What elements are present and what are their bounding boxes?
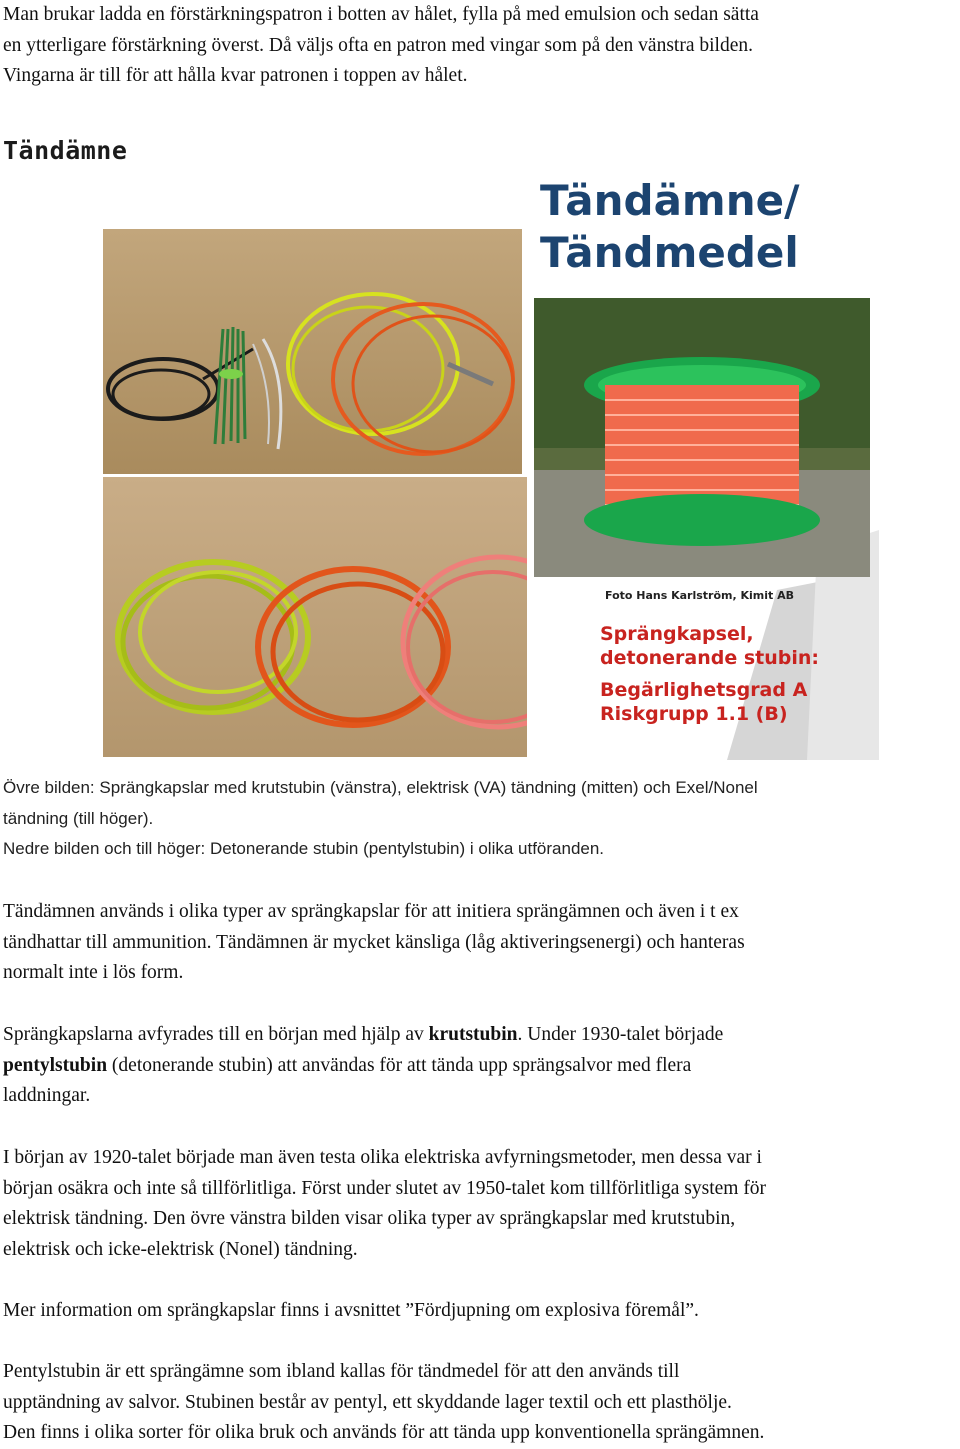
p1-line-2: tändhattar till ammunition. Tändämnen är mycket känsliga (låg aktiveringsenergi) och hanteras — [3, 931, 745, 953]
paragraph-1 — [3, 897, 958, 989]
poster-title — [540, 175, 860, 279]
p2-line-1 — [3, 1020, 958, 1051]
p5-line-2: upptändning av salvor. Stubinen består av pentyl, ett skyddande lager textil och ett plasthölje. — [3, 1391, 732, 1413]
intro-line-1: Man brukar ladda en förstärkningspatron i botten av hålet, fylla på med emulsion och sedan sätta — [3, 4, 759, 25]
image-caption — [3, 773, 958, 865]
p4-line-1: Mer information om sprängkapslar finns i avsnittet ”Fördjupning om explosiva föremål”. — [3, 1300, 699, 1321]
poster-classification — [600, 622, 819, 726]
section-heading: Tändämne — [3, 136, 128, 165]
caption-line-1: Övre bilden: Sprängkapslar med krutstubin (vänstra), elektrisk (VA) tändning (mitten) och Exel/Nonel — [3, 778, 758, 797]
paragraph-4 — [3, 1296, 958, 1327]
p1-line-3: normalt inte i lös form. — [3, 962, 184, 983]
p2-pre: Sprängkapslarna avfyrades till en början med hjälp av — [3, 1024, 429, 1045]
p2-post: (detonerande stubin) att användas för att tända upp sprängsalvor med flera — [107, 1054, 692, 1076]
p5-line-3: Den finns i olika sorter för olika bruk och används för att tända upp konventionella sprängämnen. — [3, 1422, 765, 1443]
p3-line-1: I början av 1920-talet började man även testa olika elektriska avfyrningsmetoder, men dessa var i — [3, 1147, 762, 1168]
detonators-photo-graphic — [103, 229, 522, 474]
intro-paragraph — [3, 0, 958, 92]
poster-title-line-1: Tändämne/ — [540, 176, 800, 225]
poster-red-line-2: detonerande stubin: — [600, 647, 820, 669]
p2-bold-krutstubin: krutstubin — [428, 1024, 518, 1045]
paragraph-2 — [3, 1020, 958, 1112]
p3-line-3: elektrisk tändning. Den övre vänstra bilden visar olika typer av sprängkapslar med krutstubin, — [3, 1208, 736, 1229]
poster-red-line-4: Riskgrupp 1.1 (B) — [600, 703, 788, 725]
p2-bold-pentylstubin: pentylstubin — [3, 1054, 108, 1076]
poster-red-line-1: Sprängkapsel, — [600, 623, 754, 645]
p5-line-1: Pentylstubin är ett sprängämne som ibland kallas för tändmedel för att den används till — [3, 1361, 680, 1382]
p3-line-4: elektrisk och icke-elektrisk (Nonel) tändning. — [3, 1238, 358, 1260]
p2-line-3: laddningar. — [3, 1085, 91, 1106]
p3-line-2: början osäkra och inte så tillförlitliga. Först under slutet av 1950-talet kom tillförlitliga system för — [3, 1177, 767, 1199]
caption-line-3: Nedre bilden och till höger: Detonerande stubin (pentylstubin) i olika utföranden. — [3, 839, 605, 858]
p1-line-1: Tändämnen används i olika typer av sprängkapslar för att initiera sprängämnen och även i t ex — [3, 901, 739, 922]
p2-mid: . Under 1930-talet började — [517, 1024, 724, 1045]
intro-line-3: Vingarna är till för att hålla kvar patronen i toppen av hålet. — [3, 65, 468, 86]
poster-title-line-2: Tändmedel — [540, 228, 799, 277]
intro-line-2: en ytterligare förstärkning överst. Då väljs ofta en patron med vingar som på den vänstra bilden. — [3, 34, 753, 56]
paragraph-5 — [3, 1357, 958, 1449]
p2-line-2 — [3, 1051, 958, 1082]
caption-line-2: tändning (till höger). — [3, 808, 154, 828]
paragraph-3 — [3, 1143, 958, 1265]
poster-red-line-3: Begärlighetsgrad A — [600, 679, 808, 701]
poster-credit: Foto Hans Karlström, Kimit AB — [605, 589, 795, 602]
detonators-photo — [103, 229, 522, 474]
